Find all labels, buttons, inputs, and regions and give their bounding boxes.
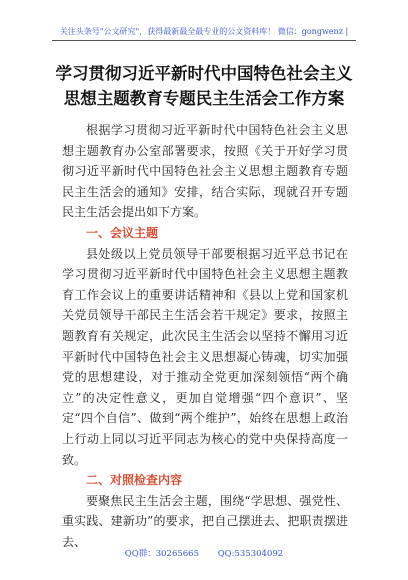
title-line-2: 思想主题教育专题民主生活会工作方案 bbox=[63, 89, 345, 108]
section-heading-review-content: 二、对照检查内容 bbox=[86, 473, 183, 488]
document-body bbox=[62, 120, 348, 552]
section-2-paragraph: 要聚焦民主生活会主题，围绕“学思想、强党性、重实践、建新功”的要求，把自己摆进去、把职责摆进去、 bbox=[62, 493, 348, 549]
section-heading-meeting-theme: 一、会议主题 bbox=[86, 225, 159, 240]
intro-paragraph: 根据学习贯彻习近平新时代中国特色社会主义思想主题教育办公室部署要求，按照《关于开好学习贯彻习近平新时代中国特色社会主义思想主题教育专题民主生活会的通知》安排，结合实际，现就召开专题民主生活会提出如下方案。 bbox=[62, 123, 348, 220]
footer-qq: QQ:535304092 bbox=[217, 549, 284, 559]
footer-qq-group: QQ群：30265665 bbox=[124, 549, 199, 559]
document-title bbox=[52, 61, 356, 111]
section-1-paragraph: 县处级以上党员领导干部要根据习近平总书记在学习贯彻习近平新时代中国特色社会主义思想主题教育工作会议上的重要讲话精神和《县以上党和国家机关党员领导干部民主生活会若干规定》要求，按照主题教育有关规定，此次民主生活会以坚持不懈用习近平新时代中国特色社会主义思想凝心铸魂，切实加强党的思想建设，对于推动全党更加深刻领悟“两个确立”的决定性意义，更加自觉增强“四个意识”、坚定“四个自信”、做到“两个维护”，始终在思想上政治上行动上同以习近平同志为核心的党中央保持高度一致。 bbox=[62, 246, 348, 467]
header-banner: 关注头条号"公文研究"，获得最新最全最专业的公文资料库！ 微信：gongwenz | bbox=[59, 27, 349, 36]
title-line-1: 学习贯彻习近平新时代中国特色社会主义 bbox=[55, 64, 353, 83]
header-divider bbox=[52, 40, 356, 41]
footer-contact bbox=[0, 547, 408, 559]
